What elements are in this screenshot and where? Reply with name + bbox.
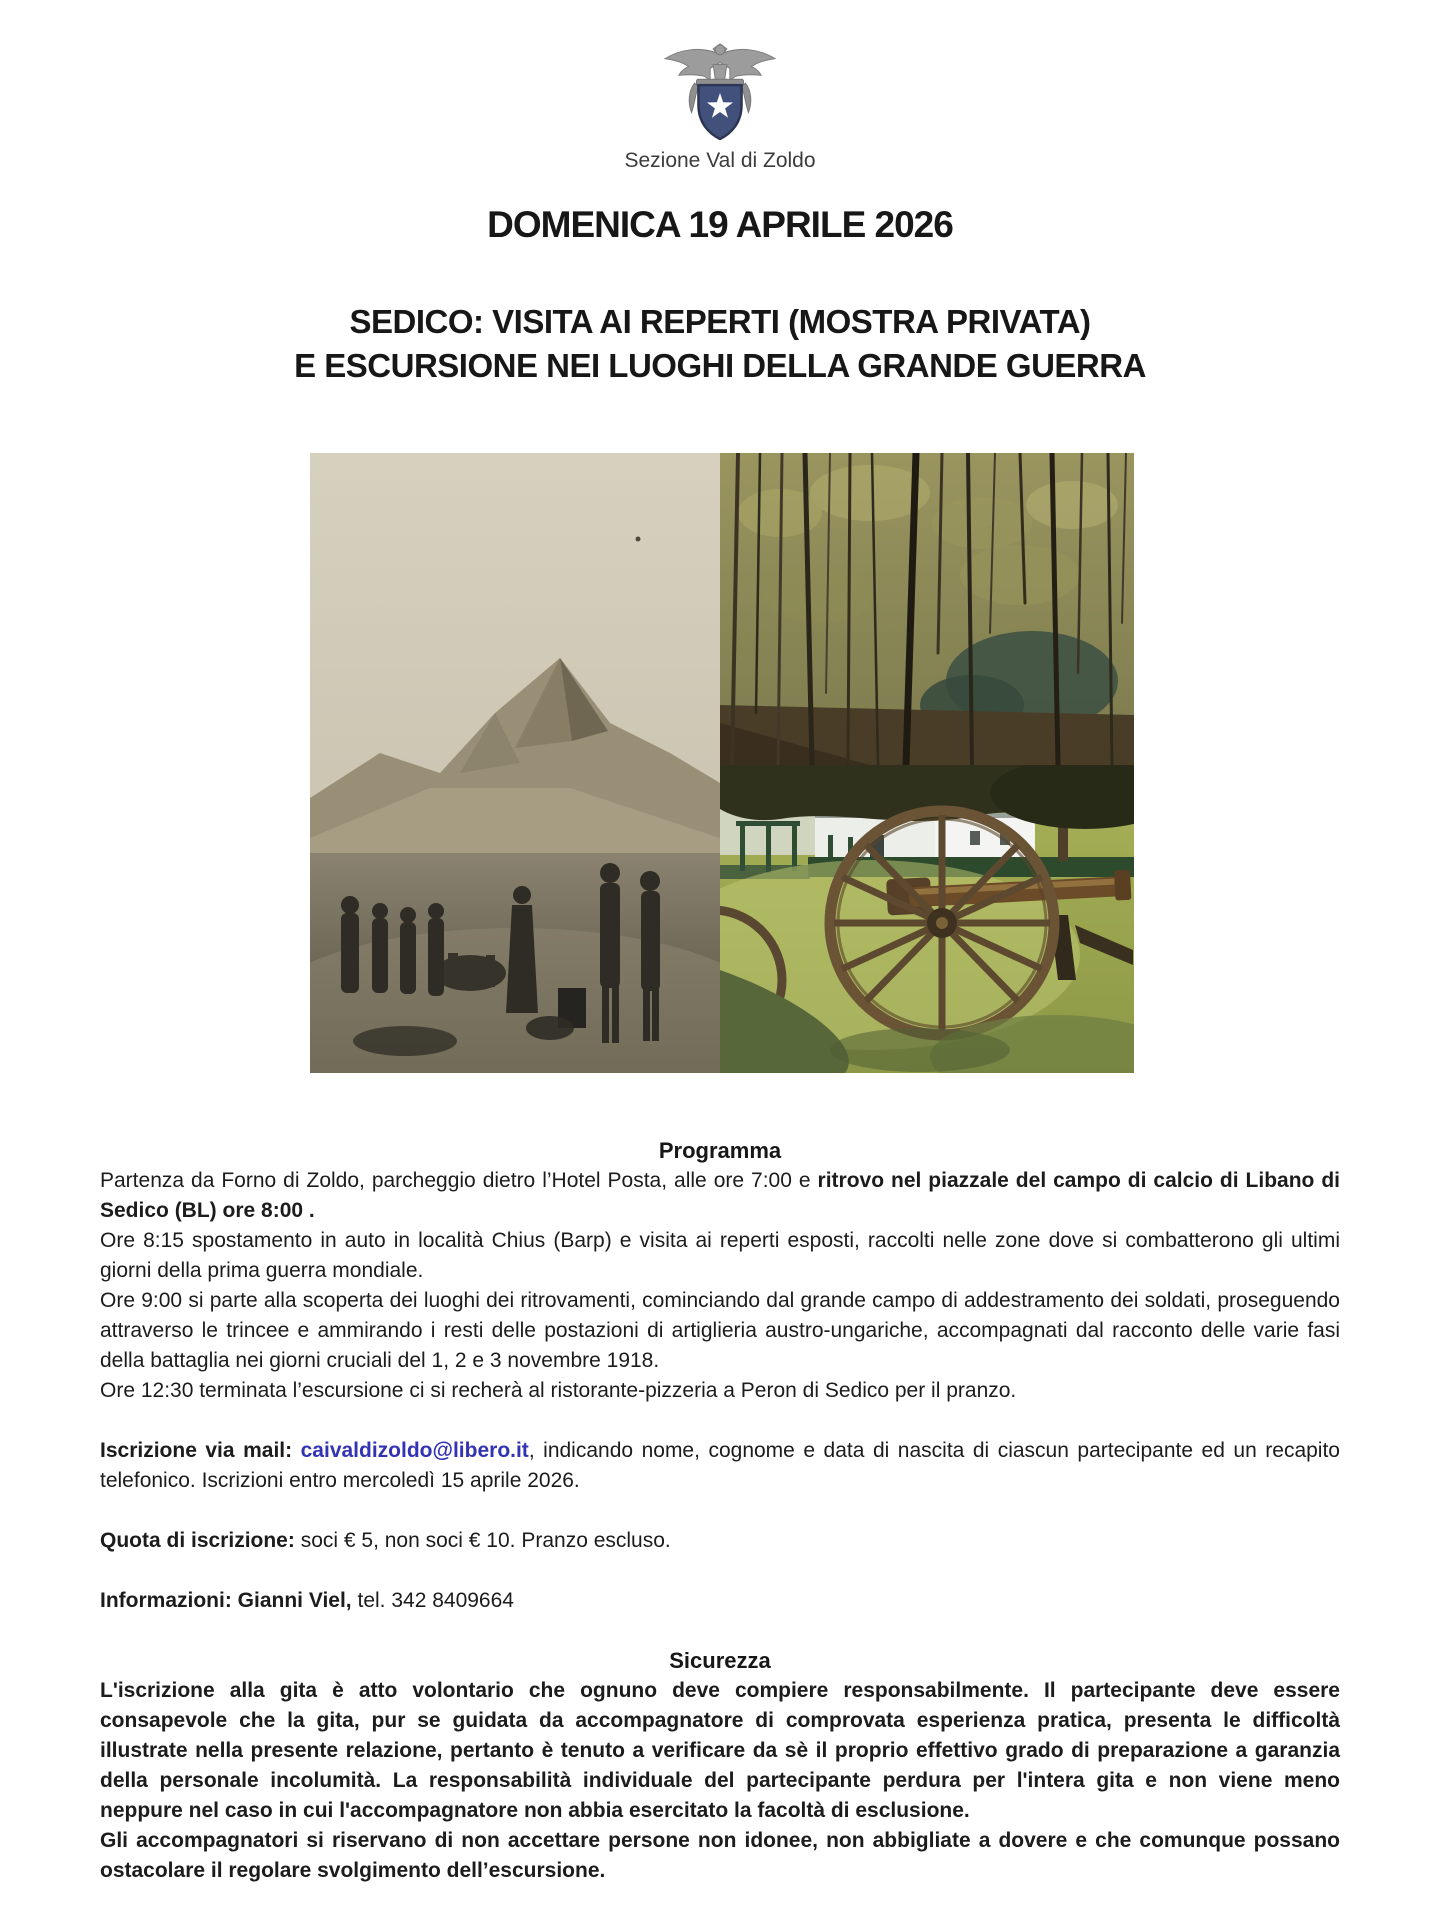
registration-fee-paragraph: Quota di iscrizione: soci € 5, non soci € 10. Pranzo escluso. [100, 1529, 671, 1552]
program-heading: Programma [658, 1138, 782, 1163]
safety-paragraph-2: Gli accompagnatori si riservano di non accettare persone non idonee, non abbigliate a dovere e che comunque possano ostacolare il regolare svolgimento dell’escursione. [100, 1829, 1340, 1882]
program-paragraph-3: Ore 9:00 si parte alla scoperta dei luoghi dei ritrovamenti, cominciando dal grande campo di addestramento dei soldati, proseguendo attraverso le trincee e ammirando i resti delle postazioni di artiglieria austro-ungariche, accompagnati dal racconto delle varie fasi della battaglia nei giorni cruciali del 1, 2 e 3 novembre 1918. [100, 1289, 1340, 1372]
cannon-wheel [830, 811, 1054, 1035]
safety-section [100, 1646, 1340, 1886]
registration-mail-paragraph: Iscrizione via mail: caivaldizoldo@libero.it, indicando nome, cognome e data di nascita di ciascun partecipante ed un recapito telefonico. Iscrizioni entro mercoledì 15 aprile 2026. [100, 1439, 1340, 1492]
program-paragraph-2: Ore 8:15 spostamento in auto in località Chius (Barp) e visita ai reperti esposti, raccolti nelle zone dove si combatterono gli ultimi giorni della prima guerra mondiale. [100, 1229, 1340, 1282]
event-title-line1: SEDICO: VISITA AI REPERTI (MOSTRA PRIVATA) [349, 303, 1091, 340]
cannon-on-lawn-photo [720, 765, 1134, 1073]
photo-collage [310, 453, 1134, 1073]
date-title: DOMENICA 19 APRILE 2026 [487, 204, 953, 245]
program-paragraph-1: Partenza da Forno di Zoldo, parcheggio dietro l’Hotel Posta, alle ore 7:00 e ritrovo nel piazzale del campo di calcio di Libano di Sedico (BL) ore 8:00 . [100, 1169, 1340, 1222]
email-link[interactable]: caivaldizoldo@libero.it [300, 1439, 529, 1462]
section-name: Sezione Val di Zoldo [624, 149, 816, 172]
program-paragraph-4: Ore 12:30 terminata l’escursione ci si recherà al ristorante-pizzeria a Peron di Sedico per il pranzo. [100, 1379, 1017, 1402]
event-title [100, 300, 1340, 388]
bird-speck [636, 537, 641, 542]
event-flyer-document [100, 0, 1340, 1886]
event-title-line2: E ESCURSIONE NEI LUOGHI DELLA GRANDE GUERRA [294, 347, 1146, 384]
safety-paragraph-1: L'iscrizione alla gita è atto volontario che ognuno deve compiere responsabilmente. Il partecipante deve essere consapevole che la gita, pur se guidata da accompagnatore di comprovata esperienza pratica, presenta le difficoltà illustrate nella presente relazione, pertanto è tenuto a verificare da sè il proprio effettivo grado di preparazione a garanzia della personale incolumità. La responsabilità individuale del partecipante perdura per l'intera gita e non viene meno neppure nel caso in cui l'accompagnatore non abbia esercitato la facoltà di esclusione. [100, 1679, 1340, 1822]
forest-trees-photo [720, 453, 1134, 765]
contact-info-paragraph: Informazioni: Gianni Viel, tel. 342 8409664 [100, 1589, 514, 1612]
historic-soldiers-mountain-photo [310, 453, 720, 1073]
photo-right-column [720, 453, 1134, 1073]
logo-container [100, 40, 1340, 140]
cai-eagle-logo [661, 40, 779, 140]
safety-heading: Sicurezza [669, 1648, 771, 1673]
